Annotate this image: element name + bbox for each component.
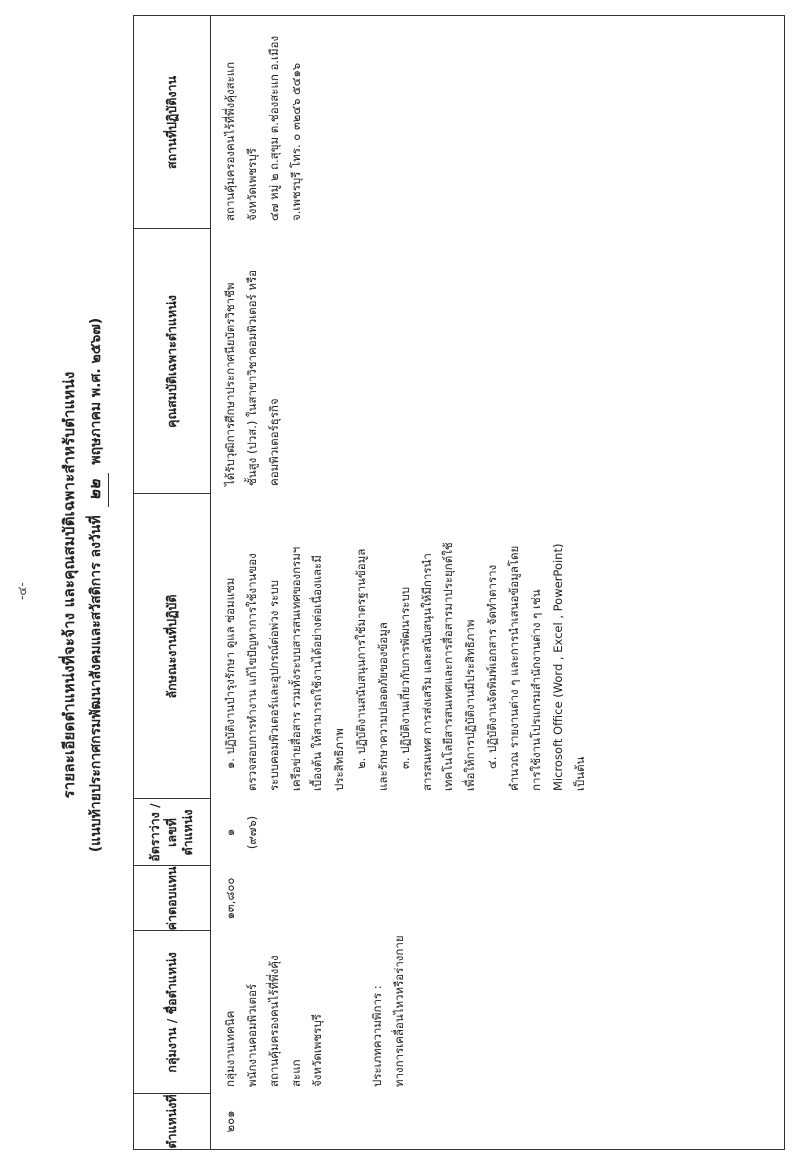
duty-line: ๒. ปฏิบัติงานสนับสนุนการใช้มาตรฐานข้อมูล	[354, 548, 369, 769]
header-vacancy: อัตราว่าง / เลขที่ตำแหน่ง	[146, 803, 196, 862]
header-qualifications: คุณสมบัติเฉพาะตำแหน่ง	[163, 295, 179, 428]
duty-line: เครือข่ายสื่อสาร รวมทั้งระบบสารสนเทศของกรมฯ	[288, 546, 303, 791]
duty-line: ๔. ปฏิบัติงานจัดพิมพ์เอกสาร จัดทำตาราง	[485, 564, 500, 769]
duty-line: เป็นต้น	[572, 756, 587, 791]
cell-pay: ๑๓,๘๐๐	[223, 877, 237, 920]
duty-line: ๓. ปฏิบัติงานเกี่ยวกับการพัฒนาระบบ	[397, 586, 412, 769]
workplace-line: จังหวัดเพชรบุรี	[244, 148, 259, 221]
document-page	[5, 10, 795, 1160]
duty-line: ระบบคอมพิวเตอร์และอุปกรณ์ต่อพ่วง ระบบ	[266, 580, 281, 791]
duty-line: และรักษาความปลอดภัยของข้อมูล	[375, 622, 390, 791]
header-position-no: ตำแหน่งที่	[163, 1094, 179, 1149]
document-subtitle	[83, 10, 109, 1160]
duty-line: ประสิทธิภาพ	[332, 728, 347, 791]
cell-workplace	[220, 16, 307, 221]
workplace-line: ๔๗ หมู่ ๒ ถ.สุขุม ต.ช่องสะแก อ.เมือง	[266, 35, 281, 221]
cell-group	[220, 931, 411, 1087]
document-title: รายละเอียดตำแหน่งที่จะจ้าง และคุณสมบัติเฉพาะสำหรับตำแหน่ง	[60, 371, 78, 799]
subtitle-prefix: (แนบท้ายประกาศกรมพัฒนาสังคมและสวัสดิการ ลงวันที่	[88, 515, 104, 853]
workplace-line: จ.เพชรบุรี โทร. ๐ ๓๒๔๖ ๕๔๑๖	[288, 62, 303, 221]
qualification-line: คอมพิวเตอร์ธุรกิจ	[266, 398, 281, 486]
duty-line: Microsoft Office (Word , Excel , PowerPoint)	[550, 543, 565, 791]
qualification-line: ชั้นสูง (ปวส.) ในสาขาวิชาคอมพิวเตอร์ หรือ	[244, 269, 259, 486]
group-line: พนักงานคอมพิวเตอร์	[244, 983, 259, 1087]
header-duties: ลักษณะงานที่ปฏิบัติ	[163, 594, 179, 699]
cell-vacancy	[220, 799, 264, 866]
duty-line: การใช้งานโปรแกรมสำนักงานต่าง ๆ เช่น	[528, 589, 543, 791]
vacancy-number: (๙๗๖)	[244, 815, 259, 850]
header-workplace: สถานที่ปฏิบัติงาน	[163, 75, 179, 170]
duty-line: ตรวจสอบการทำงาน แก้ไขปัญหาการใช้งานของ	[244, 553, 259, 791]
vacancy-count: ๑	[223, 828, 237, 837]
header-divider	[210, 16, 211, 1149]
page-number: -๔-	[15, 582, 29, 600]
duty-line: สารสนเทศ การส่งเสริม และสนับสนุนให้มีการนำ	[419, 553, 434, 791]
header-group: กลุ่มงาน / ชื่อตำแหน่ง	[163, 952, 179, 1073]
duty-line: ๑. ปฏิบัติงานบำรุงรักษา ดูแล ซ่อมแซม	[223, 577, 237, 769]
duty-line: เพื่อให้การปฏิบัติงานมีประสิทธิภาพ	[463, 619, 478, 791]
disability-type-label: ประเภทความพิการ :	[370, 985, 385, 1087]
cell-duties	[220, 496, 591, 791]
workplace-line: สถานคุ้มครองคนไร้ที่พึ่งคุ้งสะแก	[223, 61, 237, 221]
duty-line: เบื้องต้น ให้สามารถใช้งานได้อย่างต่อเนื่องและมี	[310, 555, 325, 791]
header-pay: ค่าตอบแทน	[163, 866, 179, 931]
subtitle-suffix: พฤษภาคม พ.ศ. ๒๕๖๗)	[88, 317, 104, 465]
disability-type-value: ทางการเคลื่อนไหวหรือร่างกาย	[392, 935, 407, 1087]
duty-line: เทคโนโลยีสารสนเทศและการสื่อสารมาประยุกต์ใช้	[441, 542, 456, 791]
group-line: จังหวัดเพชรบุรี	[310, 1014, 325, 1087]
positions-table	[133, 15, 785, 1150]
group-line: สถานคุ้มครองคนไร้ที่พึ่งคุ้งสะแก	[266, 955, 303, 1087]
handwritten-day: ๒๒	[83, 473, 109, 506]
cell-qualifications	[220, 231, 286, 486]
qualification-line: ได้รับวุฒิการศึกษาประกาศนียบัตรวิชาชีพ	[223, 282, 237, 486]
duty-line: คำนวณ รายงานต่าง ๆ และการนำเสนอข้อมูลโดย	[506, 545, 521, 791]
cell-position-no: ๒๐๑	[223, 1110, 237, 1133]
group-line: กลุ่มงานเทคนิค	[223, 1010, 237, 1087]
